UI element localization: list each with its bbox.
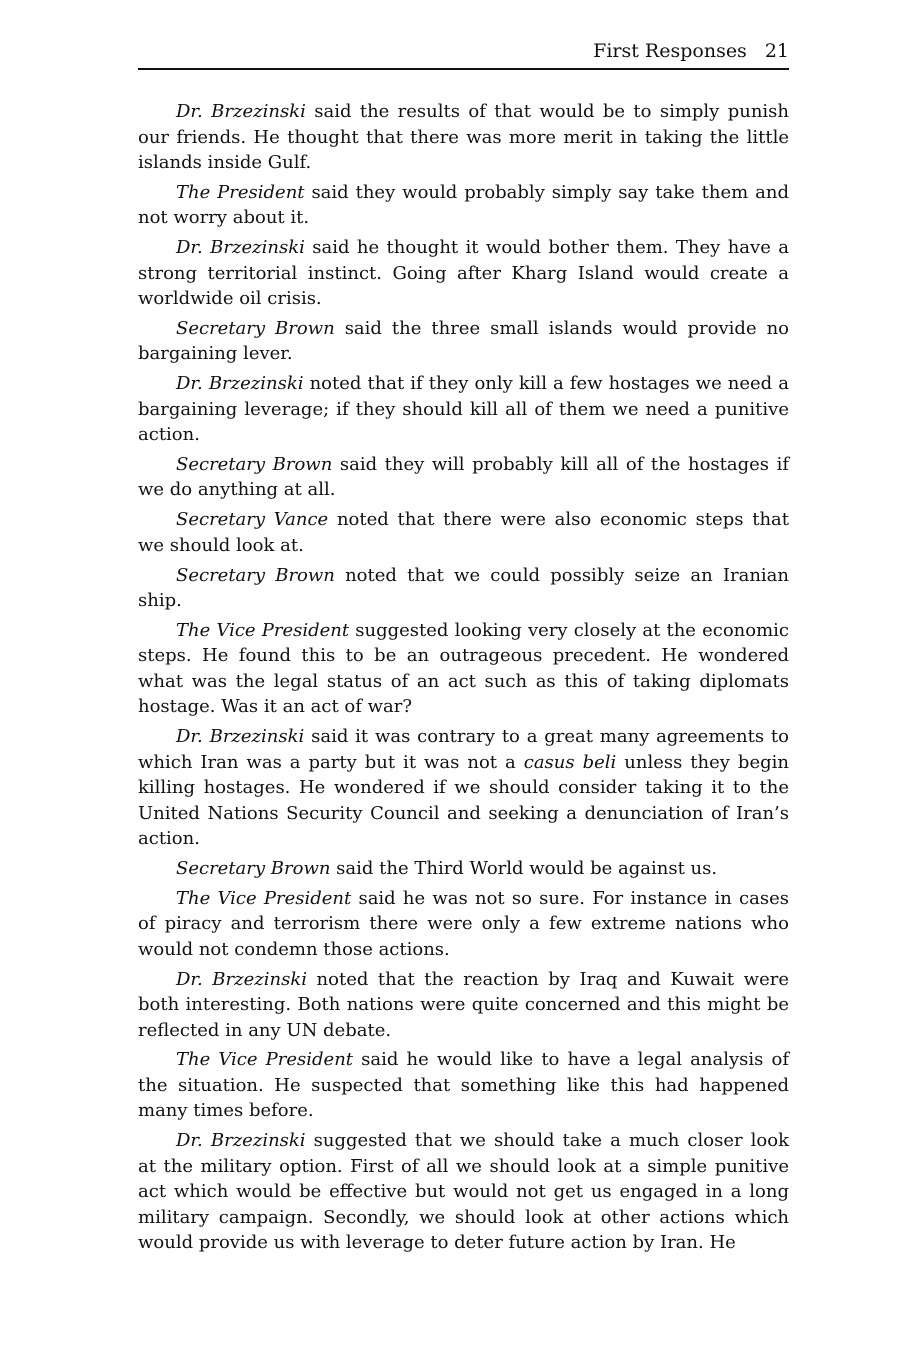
paragraph-15 [138,1128,789,1256]
paragraph-12 [138,886,789,963]
paragraph-5 [138,371,789,448]
paragraph-9 [138,618,789,720]
speaker-name: Dr. Brzezinski [176,1130,306,1152]
body-text [138,99,789,1260]
speaker-name: The President [176,181,305,203]
paragraph-3 [138,235,789,312]
paragraph-2 [138,180,789,231]
paragraph-7 [138,507,789,558]
speaker-name: Secretary Brown [176,564,335,586]
speaker-name: Dr. Brzezinski [176,968,308,990]
speaker-name: Dr. Brzezinski [176,373,304,395]
paragraph-14 [138,1047,789,1124]
paragraph-text: noted that there were also economic steps that we should look at. [138,509,789,556]
paragraph-10 [138,724,789,852]
paragraph-text-after: unless they begin killing hostages. He wondered if we should consider taking it to the United Nations Security Council and seeking a denunciation of Iran’s action. [138,751,789,850]
speaker-name: Secretary Brown [176,317,335,339]
paragraph-text: said it was contrary to a great many agreements to which Iran was a party but it was not a [138,726,789,773]
page-number: 21 [764,40,789,62]
paragraph-text: suggested looking very closely at the economic steps. He found this to be an outrageous precedent. He wondered what was the legal status of an act such as this of taking diplomats hostage. Was it an act of war? [138,619,790,718]
paragraph-6 [138,452,789,503]
paragraph-text: said the three small islands would provide no bargaining lever. [138,317,790,365]
header-rule [138,68,789,70]
running-header [138,36,789,66]
paragraph-text: said he would like to have a legal analysis of the situation. He suspected that something like this had happened many times before. [138,1049,789,1122]
speaker-name: Dr. Brzezinski [176,237,305,259]
speaker-name: Secretary Vance [176,509,329,531]
paragraph-text: said he was not so sure. For instance in cases of piracy and terrorism there were only a few extreme nations who would not condemn those actions. [138,887,789,960]
paragraph-text: noted that the reaction by Iraq and Kuwait were both interesting. Both nations were quite concerned and this might be reflected in any UN debate. [138,968,789,1041]
paragraph-4 [138,316,789,367]
speaker-name: Dr. Brzezinski [176,101,306,122]
speaker-name: Dr. Brzezinski [176,726,305,748]
speaker-name: The Vice President [176,1049,354,1071]
latin-term: casus beli [523,751,617,773]
paragraph-text: said they will probably kill all of the hostages if we do anything at all. [138,453,789,501]
paragraph-text: noted that if they only kill a few hostages we need a bargaining leverage; if they should kill all of them we need a punitive action. [138,373,789,446]
paragraph-text: suggested that we should take a much closer look at the military option. First of all we should look at a simple punitive act which would be effective but would not get us engaged in a long military campaign. Secondly, we should look at other actions which would provide us with leverage to deter future action by Iran. He [138,1130,789,1254]
paragraph-text: said the Third World would be against us. [330,857,718,879]
paragraph-1 [138,99,789,176]
speaker-name: Secretary Brown [176,857,331,879]
speaker-name: Secretary Brown [176,453,333,475]
paragraph-11 [138,856,789,882]
paragraph-text: noted that we could possibly seize an Iranian ship. [138,564,789,612]
speaker-name: The Vice President [176,887,352,909]
paragraph-text: said the results of that would be to simply punish our friends. He thought that there was more merit in taking the little islands inside Gulf. [138,101,789,173]
paragraph-text: said he thought it would bother them. They have a strong territorial instinct. Going after Kharg Island would create a worldwide oil crisis. [138,237,789,310]
running-title: First Responses [593,40,747,62]
paragraph-13 [138,967,789,1044]
paragraph-text: said they would probably simply say take them and not worry about it. [138,181,789,229]
speaker-name: The Vice President [176,619,350,641]
paragraph-8 [138,563,789,614]
